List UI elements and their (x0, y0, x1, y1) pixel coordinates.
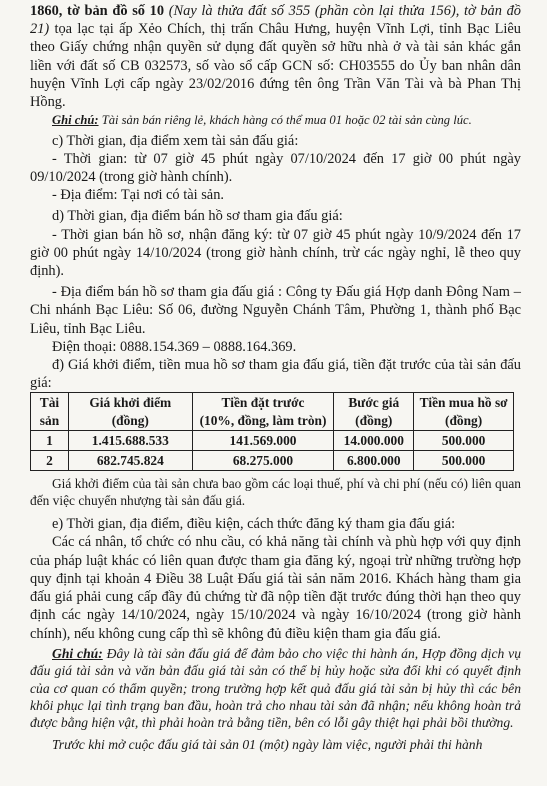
section-d-phone: Điện thoại: 0888.154.369 – 0888.164.369. (52, 338, 297, 355)
cell-deposit: 141.569.000 (192, 430, 334, 450)
note-enforcement (30, 645, 521, 732)
table-row (31, 430, 514, 450)
cell-deposit: 68.275.000 (192, 451, 334, 471)
cell-asset-no: 2 (31, 451, 69, 471)
note-text: Tài sản bán riêng lẻ, khách hàng có thể mua 01 hoặc 02 tài sản cùng lúc. (101, 113, 472, 128)
note-text: Đây là tài sản đấu giá để đảm bảo cho việc thi hành án, Hợp đồng dịch vụ đấu giá tài sản và văn bản đấu giá tài sản có thể bị hủy hoặc sửa đổi khi có quyết định của cơ quan có thẩm quyền; trong trường hợp kết quả đấu giá tài sản bị hủy thì các bên khôi phục lại tình trạng ban đầu, hoàn trả cho nhau tài sản đã nhận; nếu không hoàn trả được bằng hiện vật, thì phải hoàn trả bằng tiền, bên có lỗi gây thiệt hại phải bồi thường. (30, 645, 522, 731)
price-note: Giá khởi điểm của tài sản chưa bao gồm các loại thuế, phí và chi phí (nếu có) liên quan đến việc chuyển nhượng tài sản đấu giá. (30, 476, 521, 509)
cell-dossier-fee: 500.000 (414, 451, 514, 471)
cell-starting-price: 682.745.824 (68, 451, 192, 471)
parcel-description: tọa lạc tại ấp Xẻo Chích, thị trấn Châu Hưng, huyện Vĩnh Lợi, tỉnh Bạc Liêu theo Giấy chứng nhận quyền sử dụng đất quyền sở hữu nhà ở và tài sản khác gắn liền với đất số CB 032573, số vào sổ cấp GCN số: CH03555 do Ủy ban nhân dân huyện Vĩnh Lợi cấp ngày 23/02/2016 đứng tên ông Trần Văn Tài và bà Phan Thị Hồng. (30, 21, 521, 111)
header-starting-price: Giá khởi điểm (đồng) (68, 393, 192, 430)
header-bid-step: Bước giá (đồng) (334, 393, 414, 430)
cell-starting-price: 1.415.688.533 (68, 430, 192, 450)
section-d-heading: d) Thời gian, địa điểm bán hồ sơ tham gia đấu giá: (52, 208, 343, 225)
section-e-body: Các cá nhân, tổ chức có nhu cầu, có khả năng tài chính và phù hợp với quy định của pháp luật khác có liên quan được tham gia đăng ký, ngoại trừ những trường hợp quy định tại khoản 4 Điều 38 Luật Đấu giá tài sản năm 2016. Khách hàng tham gia đấu giá phải cung cấp đầy đủ chứng từ đã nộp tiền đặt trước đúng thời hạn theo quy định các ngày 14/10/2024, ngày 15/10/2024 và ngày 16/10/2024 (trong giờ hành chính), nếu không cung cấp thì sẽ không đủ điều kiện tham gia đấu giá. (30, 534, 521, 642)
header-deposit: Tiền đặt trước (10%, đồng, làm tròn) (192, 393, 334, 430)
header-dossier-fee: Tiền mua hồ sơ (đồng) (414, 393, 514, 430)
table-header-row (31, 393, 514, 430)
table-row (31, 451, 514, 471)
section-c-time: - Thời gian: từ 07 giờ 45 phút ngày 07/10/2024 đến 17 giờ 00 phút ngày 09/10/2024 (trong giờ hành chính). (30, 150, 521, 186)
note-label: Ghi chú: (52, 645, 103, 661)
intro-paragraph (30, 2, 521, 111)
section-dd-heading: đ) Giá khởi điểm, tiền mua hồ sơ tham gia đấu giá, tiền đặt trước của tài sản đấu giá: (30, 357, 521, 392)
final-line: Trước khi mở cuộc đấu giá tài sản 01 (một) ngày làm việc, người phải thi hành (52, 736, 483, 752)
section-d-time: - Thời gian bán hồ sơ, nhận đăng ký: từ 07 giờ 45 phút ngày 10/9/2024 đến 17 giờ 00 phút ngày 14/10/2024 (trong giờ hành chính, trừ các ngày nghỉ, lễ theo quy định). (30, 226, 521, 280)
section-e-heading: e) Thời gian, địa điểm, điều kiện, cách thức đăng ký tham gia đấu giá: (52, 516, 456, 533)
cell-asset-no: 1 (31, 430, 69, 450)
note-sale-separately (30, 112, 521, 128)
cell-bid-step: 6.800.000 (334, 451, 414, 471)
note-label: Ghi chú: (52, 113, 99, 128)
section-c-heading: c) Thời gian, địa điểm xem tài sản đấu giá: (52, 132, 299, 149)
section-c-place: - Địa điểm: Tại nơi có tài sản. (52, 187, 224, 204)
auction-price-table (30, 392, 514, 471)
cell-bid-step: 14.000.000 (334, 430, 414, 450)
parcel-current-note: (Nay là thửa đất số 355 (phần còn lại thửa 156), tờ bản đồ 21) (30, 3, 521, 38)
cell-dossier-fee: 500.000 (414, 430, 514, 450)
header-asset: Tài sản (31, 393, 69, 430)
section-d-place: - Địa điểm bán hồ sơ tham gia đấu giá : Công ty Đấu giá Hợp danh Đông Nam – Chi nhánh Bạc Liêu: Số 06, đường Nguyễn Chánh Tâm, Phường 1, thành phố Bạc Liêu, tỉnh Bạc Liêu. (30, 284, 521, 337)
parcel-map-number: 1860, tờ bản đồ số 10 (30, 3, 165, 19)
